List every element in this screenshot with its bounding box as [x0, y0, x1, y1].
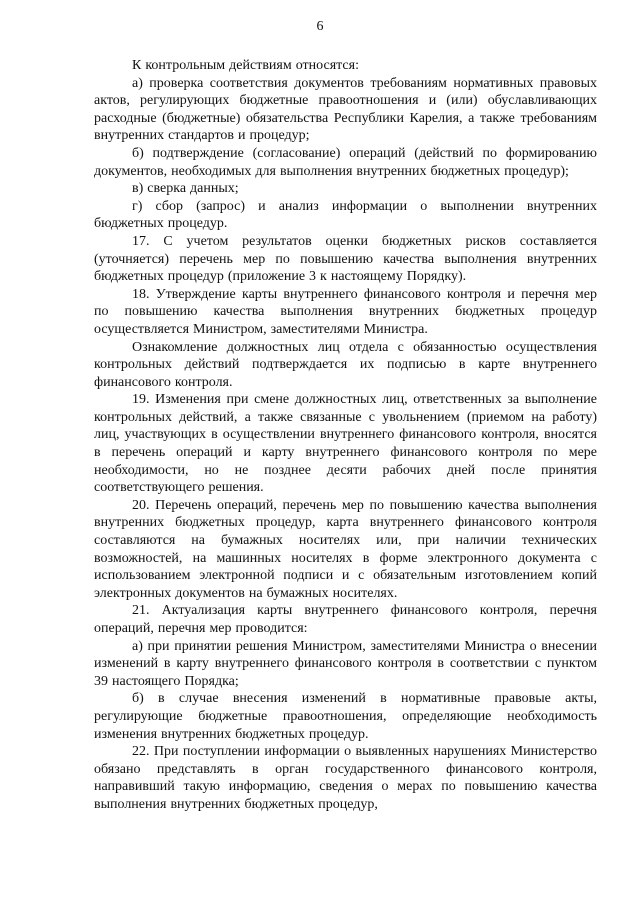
- paragraph-18: 18. Утверждение карты внутреннего финансового контроля и перечня мер по повышению качества выполнения внутренних бюджетных процедур осуществляется Министром, заместителями Министра.: [94, 286, 597, 337]
- paragraph-intro: К контрольным действиям относятся:: [132, 58, 359, 73]
- paragraph-21-item-a: а) при принятии решения Министром, заместителями Министра о внесении изменений в карту внутреннего финансового контроля в соответствии с пунктом 39 настоящего Порядка;: [94, 638, 597, 689]
- document-body: [94, 57, 597, 814]
- paragraph-20: 20. Перечень операций, перечень мер по повышению качества выполнения внутренних бюджетных процедур, карта внутреннего финансового контроля составляются на бумажных носителях или, при наличии технических возможностей, на машинных носителях в форме электронного документа с использованием электронной подписи и с обязательным изготовлением копий электронных документов на бумажных носителях.: [94, 497, 597, 601]
- paragraph-18-acquaintance: Ознакомление должностных лиц отдела с обязанностью осуществления контрольных действий подтверждается их подписью в карте внутреннего финансового контроля.: [94, 339, 597, 390]
- paragraph-21: 21. Актуализация карты внутреннего финансового контроля, перечня операций, перечня мер проводится:: [94, 603, 597, 636]
- list-item-v: в) сверка данных;: [132, 181, 239, 197]
- list-item-a: а) проверка соответствия документов требованиям нормативных правовых актов, регулирующих бюджетные правоотношения и (или) обуславливающих расходные (бюджетные) обязательства Республики Карелия, а также требованиям внутренних стандартов и процедур;: [94, 75, 597, 144]
- list-item-g: г) сбор (запрос) и анализ информации о выполнении внутренних бюджетных процедур.: [94, 198, 597, 232]
- list-item-b: б) подтверждение (согласование) операций (действий по формированию документов, необходимых для выполнения внутренних бюджетных процедур);: [94, 145, 597, 179]
- page-number: 6: [316, 19, 324, 34]
- paragraph-21-item-b: б) в случае внесения изменений в нормативные правовые акты, регулирующие бюджетные правоотношения, определяющие необходимость изменения внутренних бюджетных процедур.: [94, 691, 597, 742]
- paragraph-17: 17. С учетом результатов оценки бюджетных рисков составляется (уточняется) перечень мер по повышению качества выполнения внутренних бюджетных процедур (приложение 3 к настоящему Порядку).: [94, 233, 597, 285]
- paragraph-19: 19. Изменения при смене должностных лиц, ответственных за выполнение контрольных действий, а также связанные с увольнением (приемом на работу) лиц, участвующих в осуществлении внутреннего финансового контроля, вносятся в перечень операций и карту внутреннего финансового контроля по мере необходимости, но не позднее десяти рабочих дней после принятия соответствующего решения.: [94, 392, 597, 496]
- paragraph-22: 22. При поступлении информации о выявленных нарушениях Министерство обязано представлять в орган государственного финансового контроля, направивший такую информацию, сведения о мерах по повышению качества выполнения внутренних бюджетных процедур,: [94, 744, 597, 812]
